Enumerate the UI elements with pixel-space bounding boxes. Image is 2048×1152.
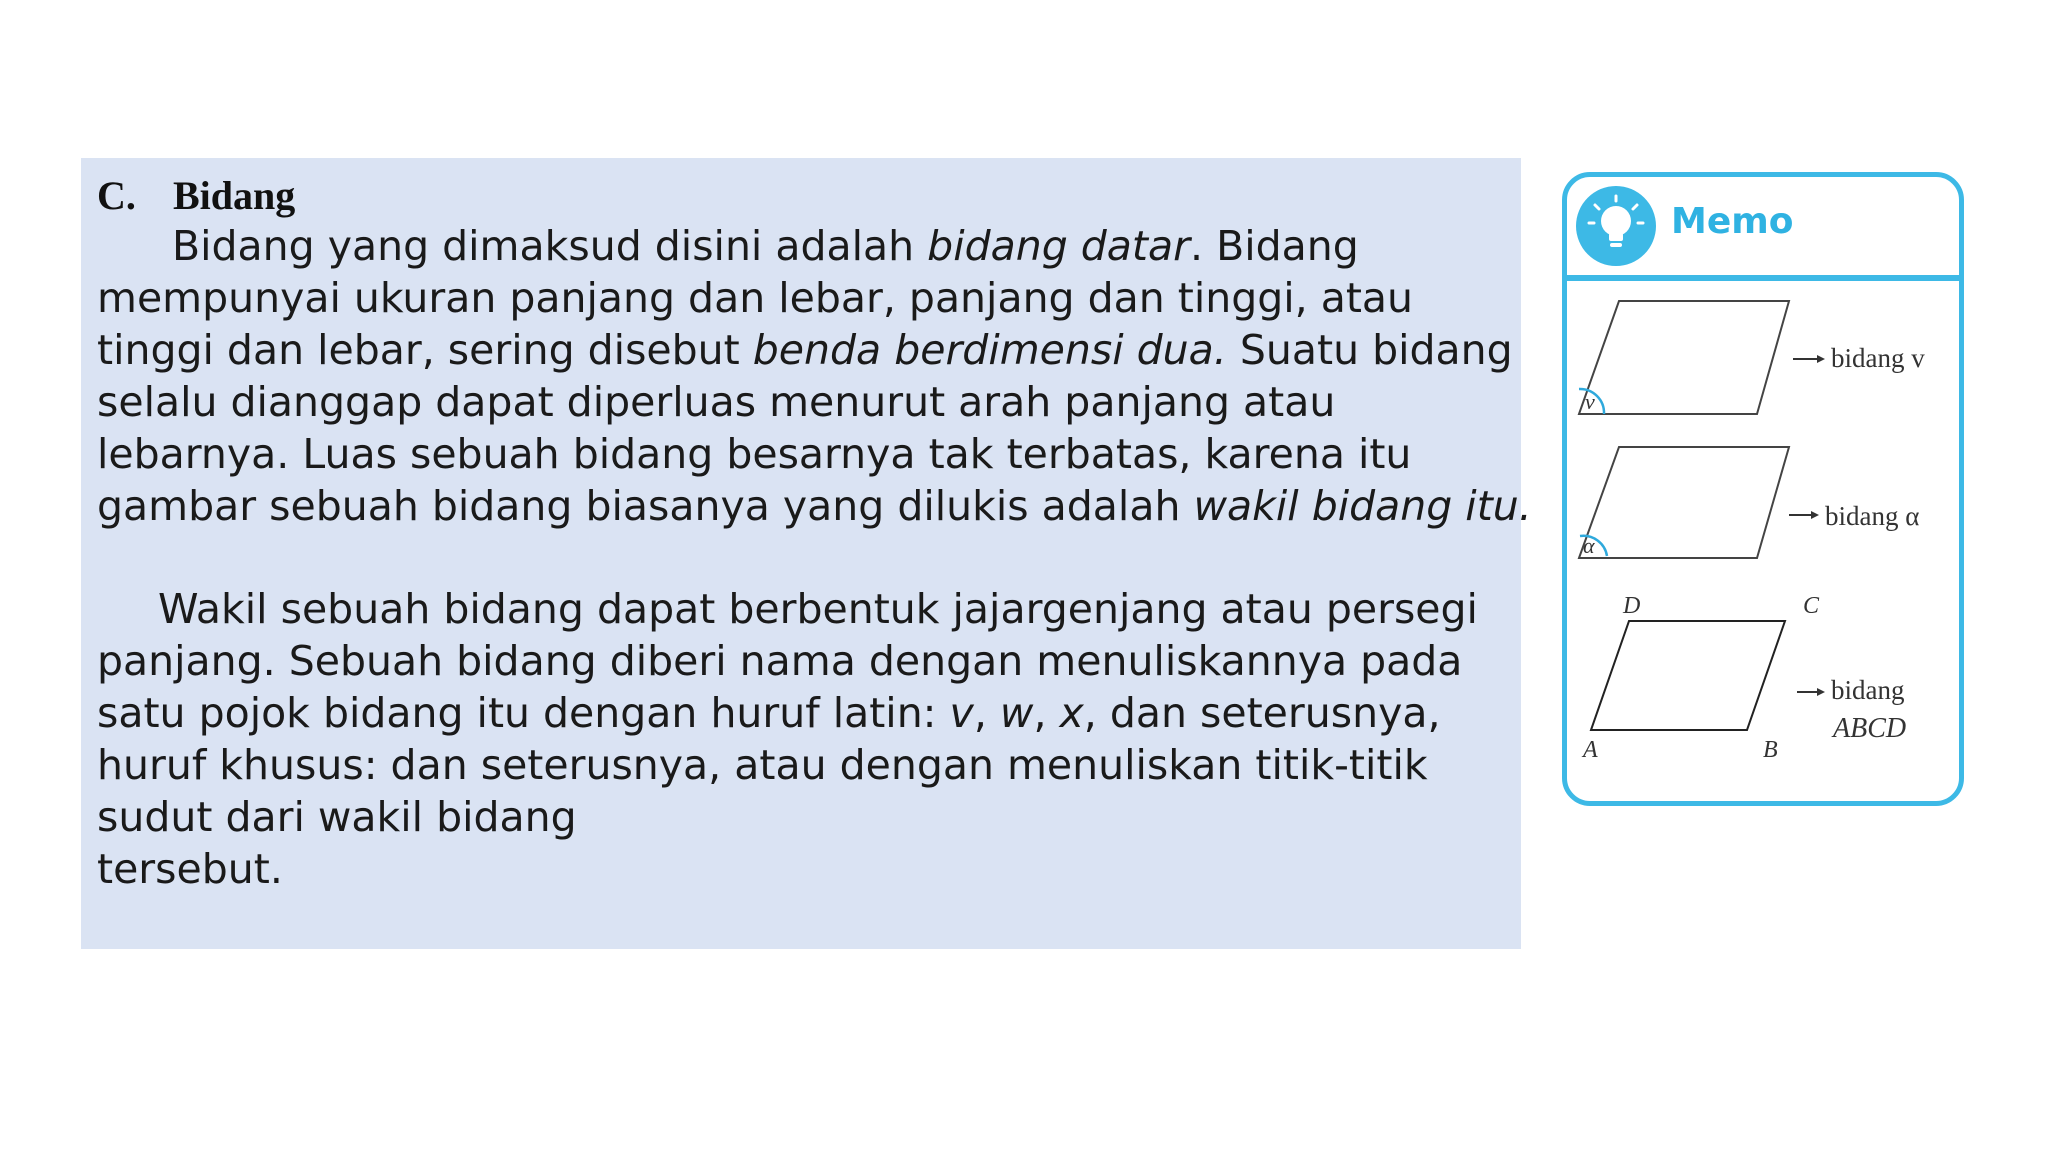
italic-term: bidang datar [927, 222, 1190, 270]
text-panel [81, 158, 1532, 949]
italic-letter: x [1059, 689, 1084, 737]
memo-title: Memo [1671, 201, 1794, 242]
text-run: , [1033, 689, 1060, 737]
arrow-head [1817, 688, 1825, 696]
paragraph-2-line: sudut dari wakil bidang [97, 793, 577, 841]
lightbulb-icon [1575, 185, 1657, 267]
section-number: C. [97, 173, 136, 218]
plane-v-figure [1579, 301, 1925, 414]
paragraph-2-line: panjang. Sebuah bidang diberi nama dengan menuliskannya pada [97, 637, 1463, 685]
text-run: Bidang yang dimaksud disini adalah [172, 222, 928, 270]
text-run: , [973, 689, 1000, 737]
paragraph-1-line [97, 324, 1532, 376]
plane-alpha-figure [1579, 447, 1919, 558]
paragraph-1-line [97, 220, 1532, 272]
text-run: satu pojok bidang itu dengan huruf latin: [97, 689, 950, 737]
paragraph-2-line: Wakil sebuah bidang dapat berbentuk jajargenjang atau persegi [158, 585, 1478, 633]
caption-bidang-abcd-line1: bidang [1831, 675, 1905, 705]
text-run: . Bidang [1190, 222, 1359, 270]
italic-term: benda berdimensi dua. [752, 326, 1227, 374]
paragraph-1 [97, 220, 1532, 532]
caption-bidang-v: bidang v [1831, 343, 1925, 373]
section-title: Bidang [173, 173, 296, 218]
vertex-label-b: B [1763, 737, 1778, 763]
text-run: tinggi dan lebar, sering disebut [97, 326, 753, 374]
vertex-label-a: A [1583, 737, 1598, 763]
text-run: , dan seterusnya, [1083, 689, 1441, 737]
italic-term: wakil bidang itu. [1193, 482, 1532, 530]
memo-header [1567, 177, 1959, 281]
paragraph-2-line: huruf khusus: dan seterusnya, atau dengan menuliskan titik-titik [97, 741, 1428, 789]
italic-letter: w [999, 689, 1034, 737]
paragraph-1-line [97, 480, 1532, 532]
section-heading [97, 172, 295, 219]
corner-label-alpha: α [1583, 533, 1595, 558]
caption-bidang-abcd-line2: ABCD [1833, 713, 1907, 744]
text-run: gambar sebuah bidang biasanya yang dilukis adalah [97, 482, 1194, 530]
arrow-head [1817, 355, 1825, 363]
vertex-label-c: C [1803, 593, 1820, 619]
paragraph-2-line: tersebut. [97, 845, 283, 893]
paragraph-1-line: lebarnya. Luas sebuah bidang besarnya tak terbatas, karena itu [97, 430, 1412, 478]
caption-bidang-alpha: bidang α [1825, 501, 1920, 531]
vertex-label-d: D [1623, 593, 1641, 619]
plane-abcd-figure [1581, 593, 1906, 763]
arrow-head [1811, 511, 1819, 519]
plane-figures [1567, 281, 1959, 801]
paragraph-1-line: selalu dianggap dapat diperluas menurut arah panjang atau [97, 378, 1336, 426]
paragraph-1-line: mempunyai ukuran panjang dan lebar, panjang dan tinggi, atau [97, 274, 1414, 322]
paragraph-2-line [97, 687, 1478, 739]
memo-box [1562, 172, 1964, 806]
italic-letter: v [949, 689, 974, 737]
corner-label-v: v [1585, 389, 1595, 414]
text-run: Suatu bidang [1226, 326, 1513, 374]
paragraph-2 [97, 583, 1478, 895]
